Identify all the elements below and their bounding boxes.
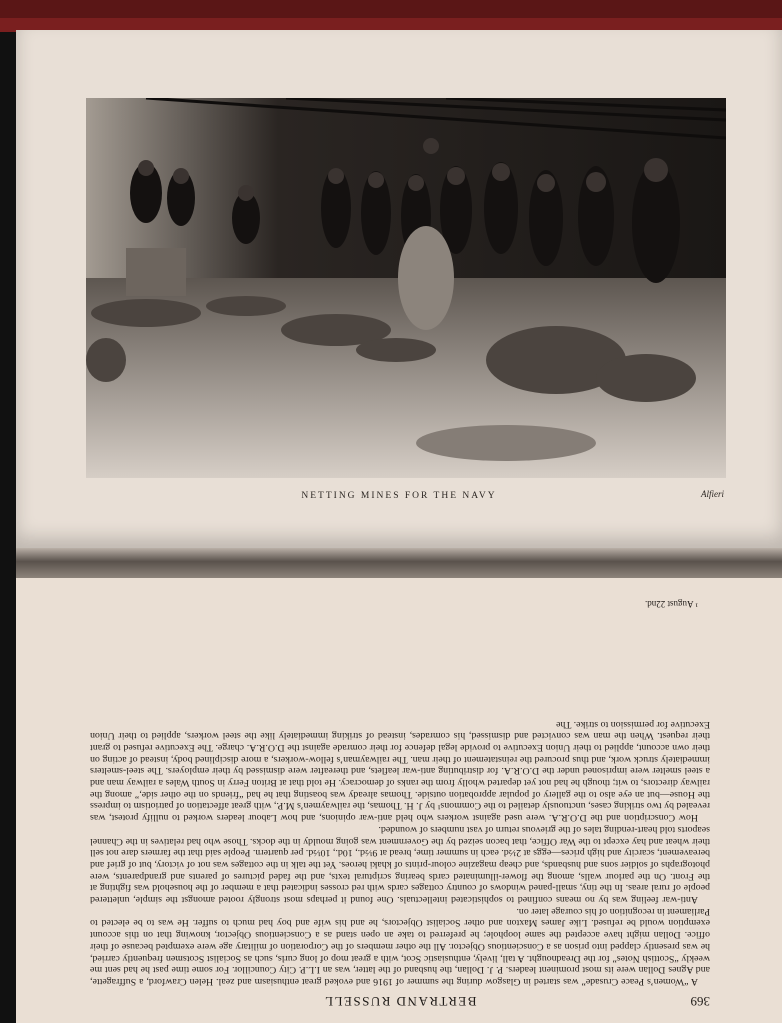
paragraph: A “Women’s Peace Crusade” was started in Glasgow during the summer of 1916 and evoked great enthusiasm and zeal. Helen Crawford, a Suffragette, and Agnes Dollan were its most prominent leaders. P. J. Dollan, the husband of the latter, was an I.L.P. City Councillor. For some time past he had sent me weekly “Scottish Notes” for the Dreadnought. A tall, lively, enthusiastic Scot, with a great mop of long curls, such as Socialist Scotsmen frequently carried, he was presently clapped into prison as a Conscientious Objector. All the other members of the Corporation of military age were exempted because of their office. Dollan might have accepted the same loophole; he preferred to take an open stand as a Conscientious Objector, knowing that on this account exemption would be refused. Like James Maxton and other Socialist Objectors, he and his wife and boy had much to suffer. He was to be elected to Parliament in recognition of his courage later on. bbox=[90, 905, 710, 987]
paragraph: How Conscription and the D.O.R.A. were used against workers who held anti-war opinions, and how Labour leaders worked to nullify protest, was revealed by two striking cases, unctuously detailed to the Commons¹ by J. H. Thomas, the railwaymen’s M.P., with great affectation of patriotism to impress the House—but an eye also to the gallery of popular approbation outside. Thomas already was boasting that he had “friends on the other side,” among the railway directors, to wit; though he had not yet departed wholly from the ranks of democracy. He told that at Briton Ferry in South Wales a railway man and a steel smelter were imprisoned under the D.O.R.A. for distributing anti-war leaflets, and thereafter were dismissed by their employers. The steel-smelters immediately struck work, and thus procured the reinstatement of their man. The railwayman’s fellow-workers, a more disciplined body, instead of acting on their own account, applied to their Union Executive to provide legal defence for their comrade against the D.O.R.A. charge. The Executive refused to grant their request. When the man was convicted and dismissed, his comrades, instead of striking immediately like the steel workers, applied to their Union Executive for permission to strike. The bbox=[90, 718, 710, 824]
paragraph: Anti-war feeling was by no means confined to sophisticated intellectuals. One found it perhaps most strongly rooted amongst the simple, unlettered people of rural areas. In the tiny, small-paned windows of country cottages cards with red crosses indicated that a member of the household was fighting at the Front. On the parlour walls, among the flower-illuminated cards bearing scriptural texts, and the faded pictures of parents and grandparents, were photographs of soldier sons and husbands, and cheap magazine colour-prints of khaki heroes. Yet the talk in the cottages was not of victory, but of grief and bereavement, scarcity and high prices—eggs at 2½d. each in summer time, bread at 9½d., 10d., 10½d. per quartern. People said that the farmers dare not sell their wheat and hay except to the War Office, that bacon seized by the Government was going mouldy in the docks. Those who had relatives in the Channel seaports told heart-rending tales of the grievous return of vast numbers of wounded. bbox=[89, 823, 710, 906]
page-number: 369 bbox=[690, 994, 710, 1009]
page-header bbox=[90, 991, 710, 1009]
text-page bbox=[16, 578, 782, 1023]
text-page-rotated-content bbox=[16, 578, 782, 1023]
photograph-illustration bbox=[86, 98, 726, 478]
photo-credit: Alfieri bbox=[701, 489, 724, 499]
footnote: ¹ August 22nd. bbox=[645, 599, 698, 609]
photo-caption: NETTING MINES FOR THE NAVY bbox=[301, 491, 497, 501]
body-text bbox=[90, 718, 710, 987]
netting-mines-photograph bbox=[86, 98, 726, 478]
photo-page bbox=[16, 30, 782, 548]
running-head: BERTRAND RUSSELL bbox=[323, 994, 477, 1009]
book-shadow bbox=[0, 0, 16, 1023]
book-spine-gap bbox=[16, 548, 782, 578]
